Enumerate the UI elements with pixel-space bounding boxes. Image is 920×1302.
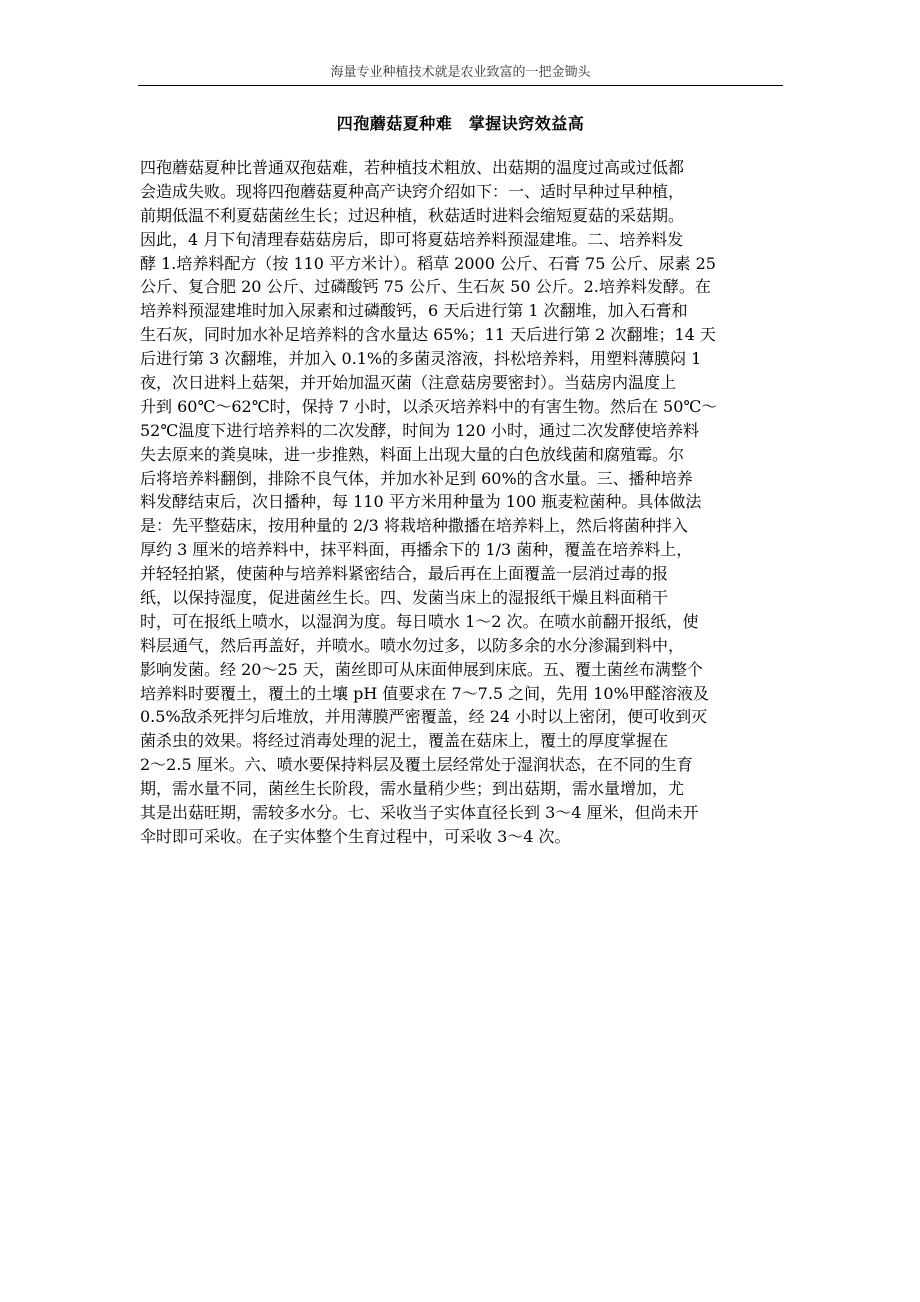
body-line: 料层通气，然后再盖好，并喷水。喷水勿过多，以防多余的水分渗漏到料中， <box>140 635 685 655</box>
body-line: 后将培养料翻倒，排除不良气体，并加水补足到 60%的含水量。三、播种培养 <box>140 468 693 488</box>
body-line: 四孢蘑菇夏种比普通双孢菇难，若种植技术粗放、出菇期的温度过高或过低都 <box>140 158 685 177</box>
body-line: 伞时即可采收。在子实体整个生育过程中，可采收 3～4 次。 <box>140 826 571 846</box>
body-line: 52℃温度下进行培养料的二次发酵，时间为 120 小时，通过二次发酵使培养料 <box>140 420 699 440</box>
body-line: 生石灰，同时加水补足培养料的含水量达 65%；11 天后进行第 2 次翻堆；14 天 <box>140 325 716 345</box>
body-line: 纸，以保持湿度，促进菌丝生长。四、发菌当床上的湿报纸干燥且料面稍干 <box>140 588 669 608</box>
body-line: 期，需水量不同，菌丝生长阶段，需水量稍少些；到出菇期，需水量增加，尤 <box>140 779 685 799</box>
body-line: 是：先平整菇床，按用种量的 2/3 将栽培种撒播在培养料上，然后将菌种拌入 <box>140 516 688 536</box>
body-line: 0.5%敌杀死拌匀后堆放，并用薄膜严密覆盖，经 24 小时以上密闭，便可收到灭 <box>140 707 708 727</box>
body-line: 酵 1.培养料配方（按 110 平方米计）。稻草 2000 公斤、石膏 75 公斤、尿素 25 <box>140 253 716 273</box>
body-line: 培养料预湿建堆时加入尿素和过磷酸钙，6 天后进行第 1 次翻堆，加入石膏和 <box>140 301 688 321</box>
body-line: 其是出菇旺期，需较多水分。七、采收当子实体直径长到 3～4 厘米，但尚未开 <box>140 803 699 823</box>
document-title: 四孢蘑菇夏种难 掌握诀窍效益高 <box>336 114 585 133</box>
body-line: 升到 60℃～62℃时，保持 7 小时，以杀灭培养料中的有害生物。然后在 50℃～ <box>140 396 718 416</box>
body-line: 菌杀虫的效果。将经过消毒处理的泥土，覆盖在菇床上，覆土的厚度掌握在 <box>140 731 669 751</box>
body-line: 料发酵结束后，次日播种，每 110 平方米用种量为 100 瓶麦粒菌种。具体做法 <box>140 492 702 512</box>
body-line: 会造成失败。现将四孢蘑菇夏种高产诀窍介绍如下：一、适时早种过早种植， <box>140 181 685 201</box>
body-line: 失去原来的粪臭味，进一步推熟，料面上出现大量的白色放线菌和腐殖霉。尔 <box>140 444 685 464</box>
body-paragraph <box>140 156 785 849</box>
body-line: 后进行第 3 次翻堆，并加入 0.1%的多菌灵溶液，抖松培养料，用塑料薄膜闷 1 <box>140 349 702 369</box>
body-line: 培养料时要覆土，覆土的土壤 pH 值要求在 7～7.5 之间，先用 10%甲醛溶液及 <box>140 683 709 703</box>
header-divider <box>138 85 783 86</box>
body-line: 时，可在报纸上喷水，以湿润为度。每日喷水 1～2 次。在喷水前翻开报纸，使 <box>140 611 699 631</box>
body-line: 厚约 3 厘米的培养料中，抹平料面，再播余下的 1/3 菌种，覆盖在培养料上， <box>140 540 693 560</box>
body-line: 前期低温不利夏菇菌丝生长；过迟种植，秋菇适时进料会缩短夏菇的采菇期。 <box>140 205 685 225</box>
body-line: 夜，次日进料上菇架，并开始加温灭菌（注意菇房要密封）。当菇房内温度上 <box>140 373 677 393</box>
body-line: 并轻轻拍紧，使菌种与培养料紧密结合，最后再在上面覆盖一层消过毒的报 <box>140 564 669 584</box>
body-line: 因此，4 月下旬清理春菇菇房后，即可将夏菇培养料预湿建堆。二、培养料发 <box>140 229 684 249</box>
body-line: 影响发菌。经 20～25 天，菌丝即可从床面伸展到床底。五、覆土菌丝布满整个 <box>140 659 703 679</box>
body-line: 公斤、复合肥 20 公斤、过磷酸钙 75 公斤、生石灰 50 公斤。2.培养料发酵。在 <box>140 277 711 297</box>
page-header: 海量专业种植技术就是农业致富的一把金锄头 <box>330 65 591 80</box>
body-line: 2～2.5 厘米。六、喷水要保持料层及覆土层经常处于湿润状态，在不同的生育 <box>140 755 693 775</box>
